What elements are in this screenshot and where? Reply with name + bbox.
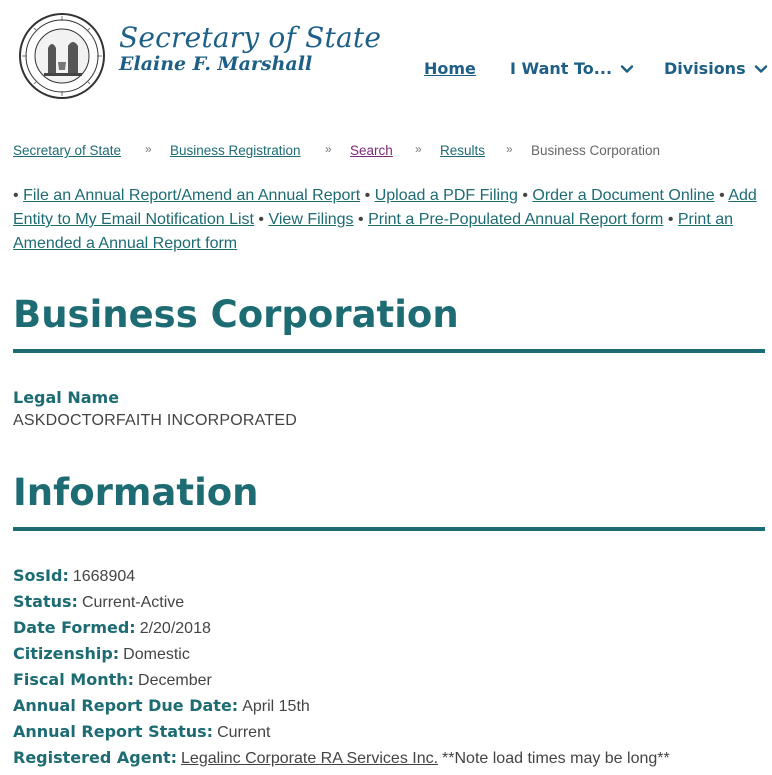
registered-agent-link[interactable]: Legalinc Corporate RA Services Inc. (181, 750, 439, 767)
breadcrumb-current: Business Corporation (531, 143, 661, 158)
annual-report-due-label: Annual Report Due Date: (13, 696, 239, 715)
site-header (0, 0, 772, 110)
annual-report-status-value: Current (217, 724, 271, 741)
citizenship-value: Domestic (123, 646, 190, 663)
nav-divisions[interactable] (664, 59, 769, 78)
nav-i-want-to[interactable] (510, 59, 635, 78)
bullet: • (719, 187, 725, 204)
add-email-notification-link[interactable]: Add Entity to My Email Notification List (13, 187, 757, 228)
fiscal-month-label: Fiscal Month: (13, 670, 135, 689)
chevron-down-icon (753, 61, 769, 77)
info-row-citizenship (13, 644, 763, 670)
info-row-registered-agent (13, 748, 763, 774)
information-list (13, 566, 763, 774)
seal-icon[interactable] (18, 12, 106, 100)
breadcrumb-separator: » (145, 142, 152, 156)
info-row-annual-due (13, 696, 763, 722)
info-row-date-formed (13, 618, 763, 644)
fiscal-month-value: December (138, 672, 212, 689)
legal-name-value: ASKDOCTORFAITH INCORPORATED (13, 412, 297, 429)
main-nav (0, 59, 772, 85)
bullet: • (358, 211, 364, 228)
site-subtitle: Elaine F. Marshall (119, 53, 313, 75)
chevron-down-icon (619, 61, 635, 77)
title-divider (13, 349, 765, 353)
sosid-label: SosId: (13, 566, 69, 585)
status-value: Current-Active (81, 594, 185, 611)
legal-name-label: Legal Name (13, 388, 120, 407)
information-divider (13, 527, 765, 531)
info-row-annual-status (13, 722, 763, 748)
breadcrumb-results[interactable]: Results (440, 143, 486, 158)
site-title: Secretary of State (119, 21, 382, 54)
nav-i-want-to-label: I Want To... (510, 59, 613, 78)
info-row-status (13, 592, 763, 618)
info-row-sosid (13, 566, 763, 592)
print-amended-report-link[interactable]: Print an Amended a Annual Report form (13, 211, 734, 252)
breadcrumb-separator: » (506, 142, 513, 156)
load-time-note: **Note load times may be long** (442, 750, 670, 767)
nav-home-link[interactable]: Home (424, 59, 476, 78)
bullet: • (364, 187, 371, 204)
breadcrumb-search[interactable]: Search (350, 143, 393, 158)
breadcrumb-separator: » (415, 142, 422, 156)
date-formed-value: 2/20/2018 (139, 620, 211, 637)
breadcrumb-separator: » (325, 142, 332, 156)
sosid-value: 1668904 (72, 568, 136, 585)
view-filings-link[interactable]: View Filings (268, 211, 354, 228)
page-title: Business Corporation (13, 293, 459, 336)
status-label: Status: (13, 592, 78, 611)
citizenship-label: Citizenship: (13, 644, 120, 663)
bullet: • (258, 211, 265, 228)
print-prepopulated-report-link[interactable]: Print a Pre-Populated Annual Report form (368, 211, 664, 228)
nav-divisions-label: Divisions (664, 59, 746, 78)
bullet: • (522, 187, 528, 204)
information-heading: Information (13, 471, 259, 514)
order-document-link[interactable]: Order a Document Online (532, 187, 715, 204)
date-formed-label: Date Formed: (13, 618, 136, 637)
entity-actions (13, 184, 758, 256)
breadcrumb (13, 143, 763, 161)
upload-pdf-filing-link[interactable]: Upload a PDF Filing (374, 187, 518, 204)
bullet: • (667, 211, 674, 228)
info-row-fiscal-month (13, 670, 763, 696)
breadcrumb-secretary-of-state[interactable]: Secretary of State (13, 143, 122, 158)
bullet: • (13, 187, 19, 204)
annual-report-status-label: Annual Report Status: (13, 722, 214, 741)
annual-report-due-value: April 15th (242, 698, 310, 715)
file-annual-report-link[interactable]: File an Annual Report/Amend an Annual Report (23, 187, 361, 204)
breadcrumb-business-registration[interactable]: Business Registration (170, 143, 301, 158)
registered-agent-label: Registered Agent: (13, 748, 178, 767)
